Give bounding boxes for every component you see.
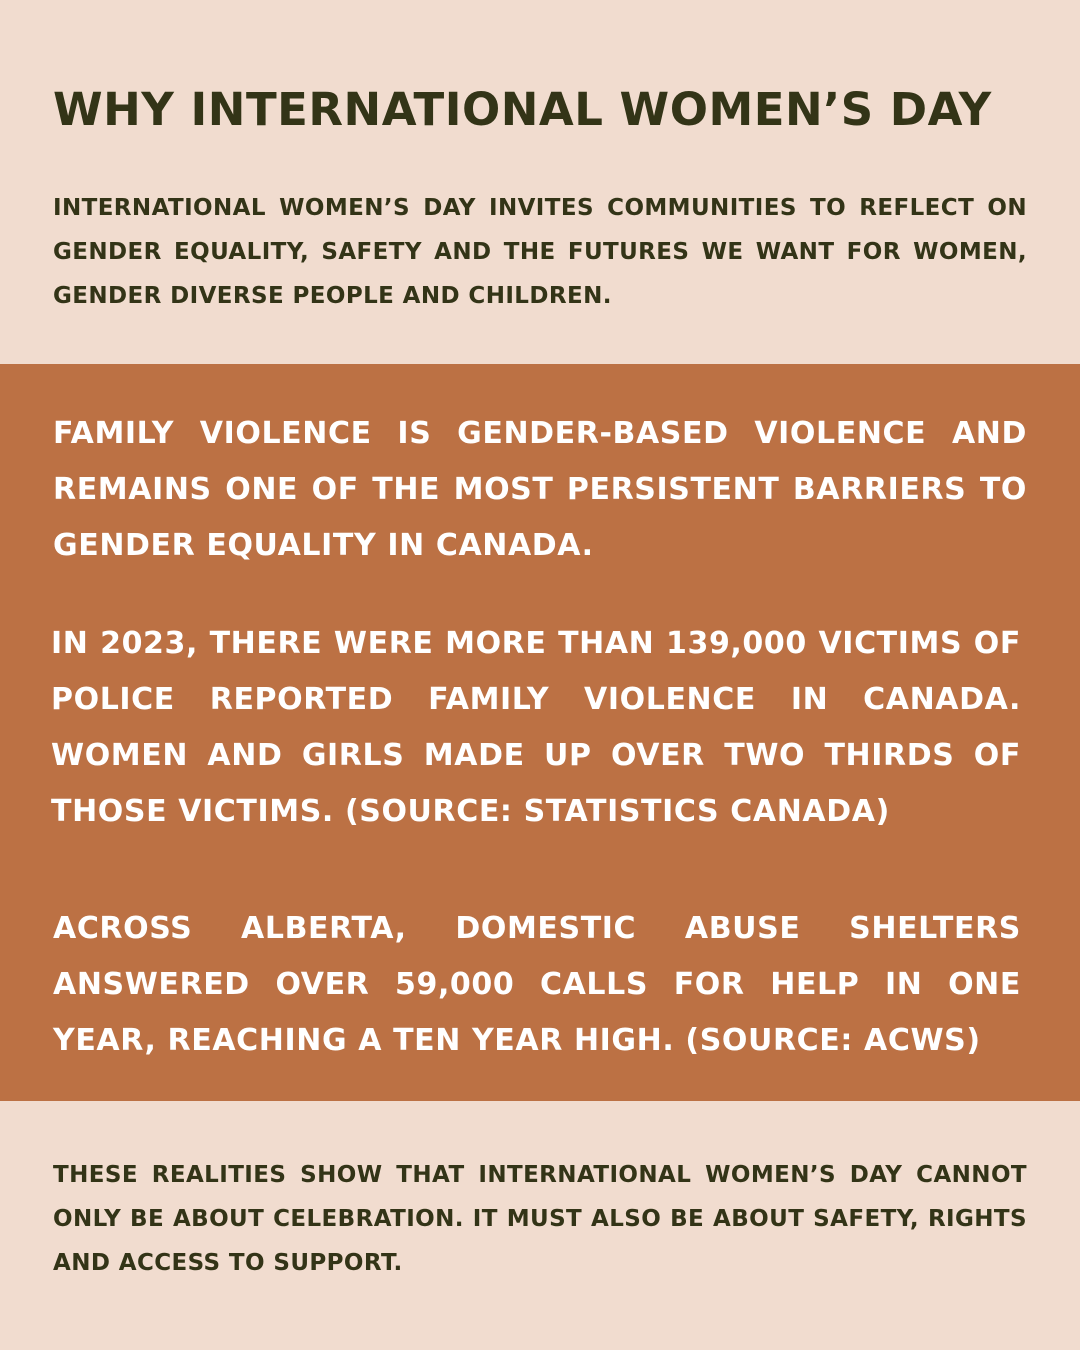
closing-text: THESE REALITIES SHOW THAT INTERNATIONAL WOMEN’S DAY CANNOT ONLY BE ABOUT CELEBRATION. IT MUST ALSO BE ABOUT SAFETY, RIGHTS AND ACCESS TO SUPPORT.: [53, 1162, 1027, 1276]
fact-statistics-canada: IN 2023, THERE WERE MORE THAN 139,000 VICTIMS OF POLICE REPORTED FAMILY VIOLENCE IN CANADA. WOMEN AND GIRLS MADE UP OVER TWO THIRDS OF THOSE VICTIMS. (SOURCE: STATISTICS CANADA): [51, 626, 1021, 829]
fact-acws-calls: ACROSS ALBERTA, DOMESTIC ABUSE SHELTERS ANSWERED OVER 59,000 CALLS FOR HELP IN ONE YEAR, REACHING A TEN YEAR HIGH. (SOURCE: ACWS): [53, 911, 1021, 1058]
intro-section: [0, 0, 1080, 364]
facts-panel: [0, 364, 1080, 1101]
closing-section: [0, 1101, 1080, 1350]
fact-family-violence: FAMILY VIOLENCE IS GENDER-BASED VIOLENCE AND REMAINS ONE OF THE MOST PERSISTENT BARRIERS TO GENDER EQUALITY IN CANADA.: [53, 416, 1027, 563]
intro-text: INTERNATIONAL WOMEN’S DAY INVITES COMMUNITIES TO REFLECT ON GENDER EQUALITY, SAFETY AND THE FUTURES WE WANT FOR WOMEN, GENDER DIVERSE PEOPLE AND CHILDREN.: [53, 195, 1027, 309]
page-title: WHY INTERNATIONAL WOMEN’S DAY: [53, 83, 992, 136]
